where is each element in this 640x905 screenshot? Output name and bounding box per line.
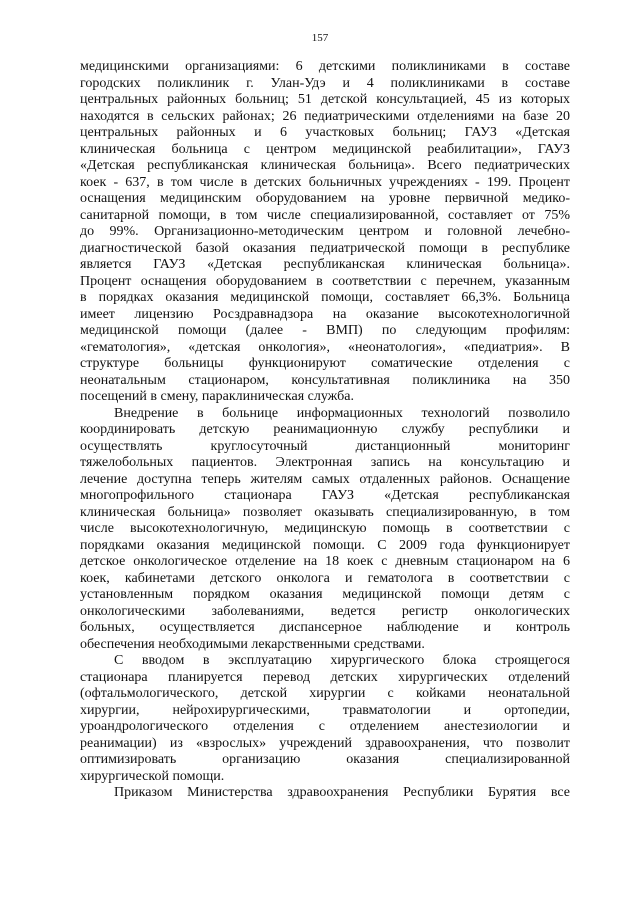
text-line: диагностической базой оказания педиатрической помощи в республике bbox=[80, 240, 570, 256]
text-line: детское онкологическое отделение на 18 коек с дневным стационаром на 6 bbox=[80, 554, 570, 569]
text-line: многопрофильного стационара ГАУЗ «Детская республиканская bbox=[80, 488, 570, 503]
text-line: является ГАУЗ «Детская республиканская клиническая больница». bbox=[80, 257, 570, 272]
text-line: оптимизировать организацию оказания специализированной bbox=[80, 752, 570, 767]
text-line: хирургии, нейрохирургическими, травматологии и ортопедии, bbox=[80, 702, 570, 718]
paragraph bbox=[80, 59, 570, 406]
text-line: находятся в сельских районах; 26 педиатрическими отделениями на базе 20 bbox=[80, 108, 570, 124]
text-line: «гематология», «детская онкология», «неонатология», «педиатрия». В bbox=[80, 339, 570, 355]
text-line: в порядках оказания медицинской помощи, составляет 66,3%. Больница bbox=[80, 290, 570, 305]
text-line: (офтальмологического, детской хирургии с койками неонатальной bbox=[80, 686, 570, 701]
text-line: городских поликлиник г. Улан-Удэ и 4 поликлиниками в составе bbox=[80, 75, 570, 91]
text-line: клиническая больница» позволяет оказывать специализированную, в том bbox=[80, 504, 570, 520]
text-line: С вводом в эксплуатацию хирургического блока строящегося bbox=[114, 653, 570, 668]
text-line: коек - 637, в том числе в детских больничных учреждениях - 199. Процент bbox=[80, 174, 570, 190]
text-line: медицинскими организациями: 6 детскими поликлиниками в составе bbox=[80, 59, 570, 74]
text-line: стационара планируется перевод детских хирургических отделений bbox=[80, 669, 570, 685]
text-line: координировать детскую реанимационную службу республики и bbox=[80, 422, 570, 437]
text-line: установленным порядком оказания медицинской помощи детям с bbox=[80, 587, 570, 602]
text-line: клиническая больница с центром медицинской реабилитации», ГАУЗ bbox=[80, 141, 570, 157]
text-line: Внедрение в больнице информационных технологий позволило bbox=[114, 405, 570, 421]
text-line: уроандрологического отделения с отделением анестезиологии и bbox=[80, 719, 570, 734]
text-line: до 99%. Организационно-методическим центром и головной лечебно- bbox=[80, 224, 570, 239]
text-line: центральных районных больниц; 51 детской консультацией, 45 из которых bbox=[80, 92, 570, 107]
text-line: осуществлять круглосуточный дистанционный мониторинг bbox=[80, 438, 570, 454]
text-line: онкологическими заболеваниями, ведется регистр онкологических bbox=[80, 603, 570, 619]
text-line: посещений в смену, параклиническая служба. bbox=[80, 389, 354, 404]
text-line: структуре больницы функционируют соматические отделения с bbox=[80, 356, 570, 371]
page-number: 157 bbox=[311, 32, 329, 44]
text-line: имеет лицензию Росздравнадзора на оказание высокотехнологичной bbox=[80, 306, 570, 322]
text-line: хирургической помощи. bbox=[80, 768, 225, 784]
text-line: лечение доступна теперь жителям самых отдаленных районов. Оснащение bbox=[80, 471, 570, 487]
text-line: реанимации) из «взрослых» учреждений здравоохранения, что позволит bbox=[80, 735, 570, 751]
paragraph bbox=[80, 785, 570, 802]
text-line: неонатальным стационаром, консультативная поликлиника на 350 bbox=[80, 372, 570, 388]
text-line: тяжелобольных пациентов. Электронная запись на консультацию и bbox=[80, 455, 570, 470]
text-line: медицинской помощи (далее - ВМП) по следующим профилям: bbox=[80, 323, 570, 338]
text-line: «Детская республиканская клиническая больница». Всего педиатрических bbox=[80, 158, 570, 173]
text-line: Приказом Министерства здравоохранения Республики Бурятия все bbox=[114, 785, 570, 800]
text-line: санитарной помощи, в том числе специализированной, составляет от 75% bbox=[80, 207, 570, 223]
text-line: оснащения медицинским оборудованием на уровне первичной медико- bbox=[80, 191, 570, 206]
text-line: обеспечения необходимыми лекарственными средствами. bbox=[80, 636, 425, 652]
paragraph bbox=[80, 406, 570, 654]
text-line: больных, осуществляется диспансерное наблюдение и контроль bbox=[80, 620, 570, 635]
text-line: порядками оказания медицинской помощи. С 2009 года функционирует bbox=[80, 537, 570, 553]
text-line: числе высокотехнологичную, медицинскую помощь в соответствии с bbox=[80, 521, 570, 536]
text-line: центральных районных и 6 участковых больниц; ГАУЗ «Детская bbox=[80, 125, 570, 140]
paragraph bbox=[80, 653, 570, 785]
document-body bbox=[80, 59, 570, 802]
text-line: Процент оснащения оборудованием в соответствии с перечнем, указанным bbox=[80, 273, 570, 289]
text-line: коек, кабинетами детского онколога и гематолога в соответствии с bbox=[80, 570, 570, 586]
